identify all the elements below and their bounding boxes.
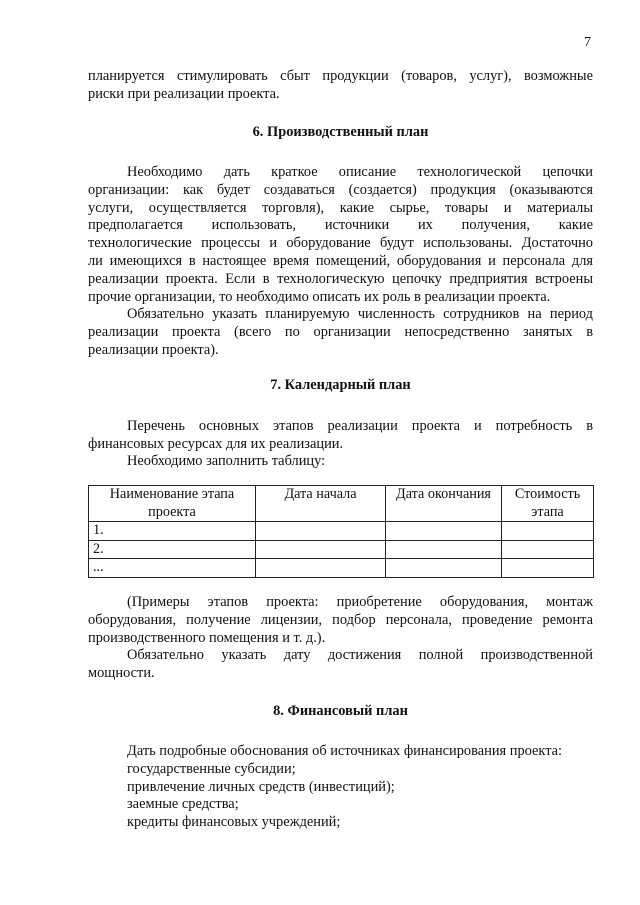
header-text: Наименование этапа	[109, 486, 235, 502]
table-cell: 2.	[89, 540, 256, 559]
text-line: финансовых ресурсах для их реализации.	[88, 435, 344, 452]
column-header-stage-name	[89, 486, 256, 522]
header-text: этапа	[531, 503, 564, 520]
table-row	[89, 559, 594, 578]
table-cell	[386, 559, 502, 578]
section-7-paragraph-1	[88, 418, 593, 454]
text-line: оборудования, получение лицензии, подбор персонала, проведение ремонта	[88, 611, 593, 628]
list-item: заемные средства;	[127, 796, 239, 813]
text-line: Перечень основных этапов реализации проекта и потребность в	[127, 418, 593, 434]
text-line: Необходимо дать краткое описание технологической цепочки	[127, 164, 593, 180]
section-6-paragraph-2	[88, 306, 593, 359]
column-header-end-date: Дата окончания	[386, 486, 502, 522]
section-6-heading: 6. Производственный план	[252, 124, 429, 140]
text-line: прочие организации, то необходимо описать их роль в реализации проекта.	[88, 288, 551, 305]
text-line: риски при реализации проекта.	[88, 85, 280, 102]
list-item: привлечение личных средств (инвестиций);	[127, 778, 395, 795]
text-line: организации: как будет создаваться (создается) продукция (оказываются	[88, 181, 593, 198]
text-line: (Примеры этапов проекта: приобретение оборудования, монтаж	[127, 594, 593, 610]
table-cell	[256, 559, 386, 578]
table-cell	[502, 559, 594, 578]
text-line: производственного помещения и т. д.).	[88, 629, 326, 646]
page-number: 7	[584, 35, 591, 50]
table-row	[89, 540, 594, 559]
table-cell	[256, 540, 386, 559]
list-item: кредиты финансовых учреждений;	[127, 814, 341, 831]
table-cell: 1.	[89, 522, 256, 541]
column-header-cost	[502, 486, 594, 522]
table-cell	[386, 540, 502, 559]
list-item: государственные субсидии;	[127, 760, 296, 777]
text-line: технологические процессы и оборудование будут использованы. Достаточно	[88, 235, 593, 252]
text-line: услуги, осуществляется торговля), какие сырье, товары и материалы	[88, 199, 593, 216]
section-8-heading: 8. Финансовый план	[273, 703, 408, 719]
table-cell	[502, 522, 594, 541]
section-8-list	[127, 743, 562, 832]
section-6-paragraph-1	[88, 164, 593, 306]
table-cell: ...	[89, 559, 256, 578]
table-header-row	[89, 486, 594, 522]
text-line: предполагается использовать, источники их получения, какие	[88, 217, 593, 234]
header-text: Стоимость	[514, 486, 581, 502]
text-line: планируется стимулировать сбыт продукции (товаров, услуг), возможные	[88, 68, 593, 84]
section-7-paragraph-4	[88, 647, 593, 683]
section-7-paragraph-2: Необходимо заполнить таблицу:	[127, 453, 326, 469]
text-line: Дать подробные обоснования об источниках финансирования проекта:	[127, 743, 563, 759]
header-text: проекта	[148, 503, 196, 520]
text-line: мощности.	[88, 664, 155, 681]
text-line: Обязательно указать дату достижения полной производственной	[127, 647, 593, 663]
text-line: Обязательно указать планируемую численность сотрудников на период	[127, 306, 593, 322]
table-cell	[386, 522, 502, 541]
table-cell	[502, 540, 594, 559]
text-line: реализации проекта. Если в технологическую цепочку предприятия встроены	[88, 270, 593, 287]
section-7-heading: 7. Календарный план	[270, 377, 411, 393]
text-line: ли имеющихся в настоящее время помещений, оборудования и персонала для	[88, 252, 593, 269]
table-row	[89, 522, 594, 541]
column-header-start-date: Дата начала	[256, 486, 386, 522]
table-cell	[256, 522, 386, 541]
text-line: реализации проекта (всего по организации непосредственно занятых в	[88, 323, 593, 340]
text-line: реализации проекта).	[88, 341, 219, 358]
calendar-plan-table	[88, 485, 594, 578]
intro-paragraph	[88, 68, 593, 104]
section-7-paragraph-3	[88, 594, 593, 647]
